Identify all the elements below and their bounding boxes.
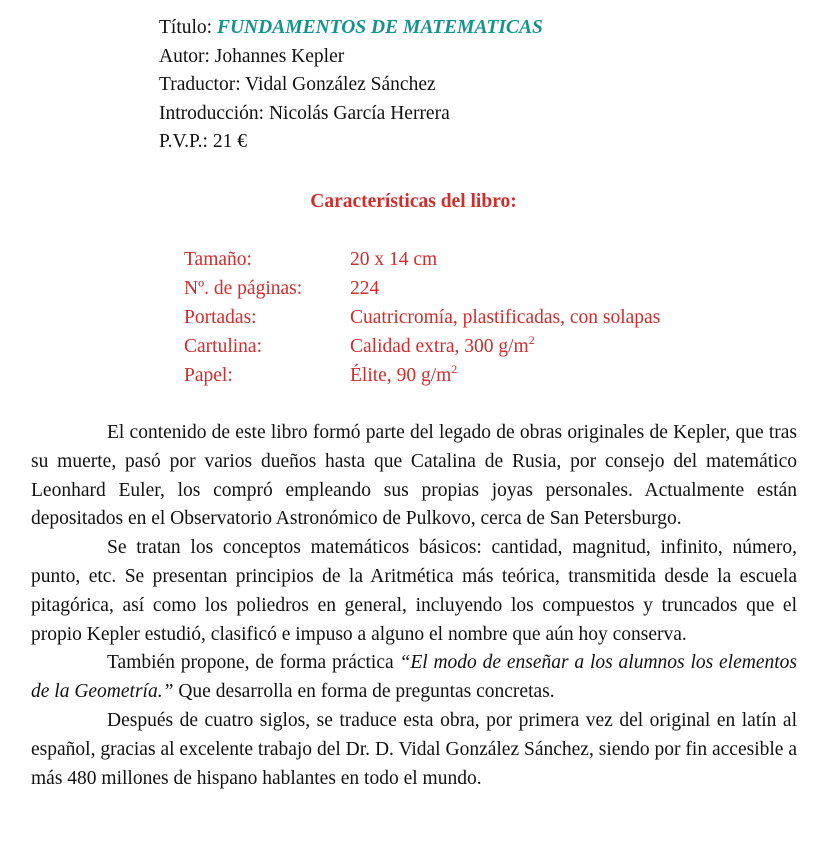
description-paragraph: También propone, de forma práctica “El modo de enseñar a los alumnos los elementos de la Geometría.” Que desarrolla en forma de preguntas concretas.: [31, 652, 797, 703]
description-paragraph: El contenido de este libro formó parte del legado de obras originales de Kepler, que tras su muerte, pasó por varios dueños hasta que Catalina de Rusia, por consejo del matemático Leonhard Euler, los compró empleando sus propias joyas personales. Actualmente están depositados en el Observatorio Astronómico de Pulkovo, cerca de San Petersburgo.: [31, 422, 797, 530]
title-line: [159, 14, 543, 43]
book-title: FUNDAMENTOS DE MATEMATICAS: [216, 17, 543, 38]
author-value: Johannes Kepler: [214, 45, 345, 67]
translator-value: Vidal González Sánchez: [245, 74, 436, 96]
author-label: Autor:: [159, 45, 210, 67]
spec-label: Cartulina:: [184, 336, 262, 357]
spec-value: Cuatricromía, plastificadas, con solapas: [350, 307, 661, 328]
title-label: Título:: [159, 17, 213, 38]
superscript: 2: [528, 333, 535, 347]
author-line: [159, 43, 543, 72]
characteristics-heading: Características del libro:: [310, 191, 517, 212]
introduction-label: Introducción:: [159, 102, 265, 124]
price-value: 21 €: [212, 131, 247, 153]
spec-value: Calidad extra, 300 $g/m^2$: [350, 333, 535, 357]
introduction-value: Nicolás García Herrera: [268, 102, 450, 124]
spec-value: 20 x 14 cm: [350, 249, 438, 270]
spec-label: Papel:: [184, 365, 233, 386]
spec-label: Nº. de páginas:: [184, 278, 303, 299]
translator-line: [159, 71, 543, 100]
book-description: [31, 419, 797, 793]
price-label: P.V.P.:: [159, 131, 208, 153]
introduction-line: [159, 100, 543, 129]
spec-value: 224: [350, 278, 380, 299]
spec-label: Tamaño:: [184, 249, 252, 270]
spec-value: Élite, 90 $g/m^2$: [350, 362, 458, 386]
price-line: [159, 128, 543, 157]
description-paragraph: Se tratan los conceptos matemáticos básicos: cantidad, magnitud, infinito, número, punto, etc. Se presentan principios de la Aritmética más teórica, transmitida desde la escuela pitagórica, así como los poliedros en general, incluyendo los compuestos y truncados que el propio Kepler estudió, clasificó e impuso a alguno el nombre que aún hoy conserva.: [31, 537, 797, 645]
spec-label: Portadas:: [184, 307, 257, 328]
superscript: 2: [451, 362, 458, 376]
book-metadata: [159, 14, 543, 157]
description-paragraph: Después de cuatro siglos, se traduce esta obra, por primera vez del original en latín al español, gracias al excelente trabajo del Dr. D. Vidal González Sánchez, siendo por fin accesible a más 480 millones de hispano hablantes en todo el mundo.: [31, 709, 797, 789]
quoted-title: “El modo de enseñar a los alumnos los elementos de la Geometría.”: [31, 652, 797, 703]
translator-label: Traductor:: [159, 74, 241, 96]
